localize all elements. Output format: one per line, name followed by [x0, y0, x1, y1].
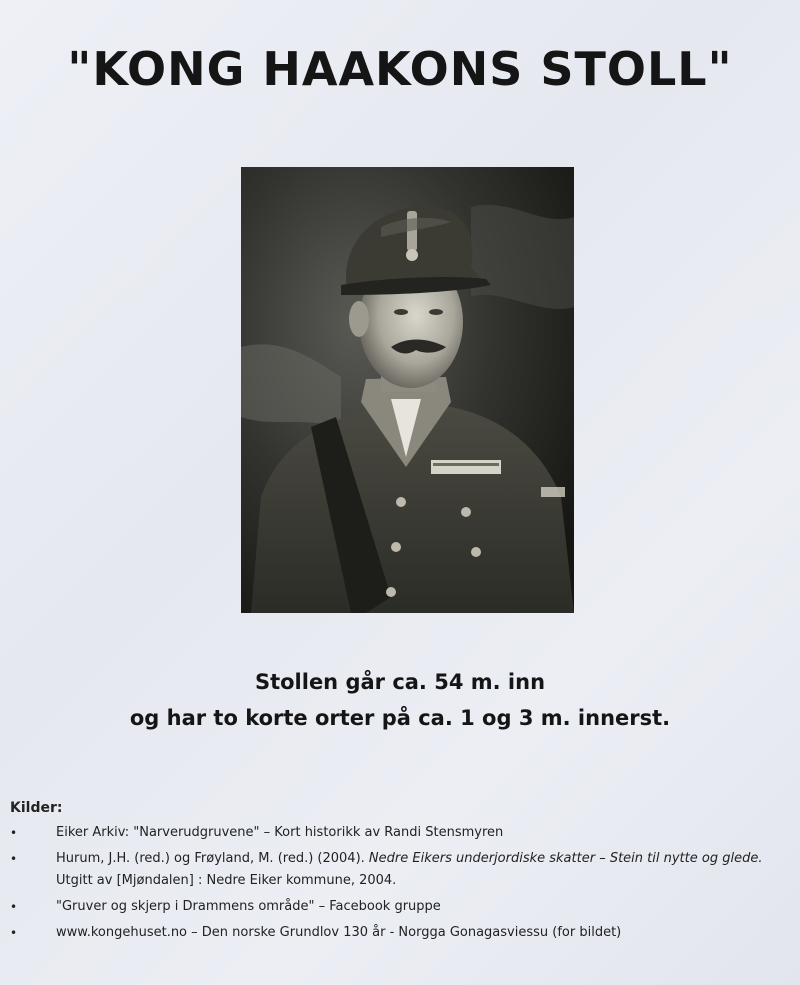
- source-text-after: Utgitt av [Mjøndalen] : Nedre Eiker kommune, 2004.: [56, 873, 397, 888]
- source-text-before: Hurum, J.H. (red.) og Frøyland, M. (red.) (2004).: [56, 851, 369, 866]
- source-item: [10, 922, 780, 944]
- source-item: [10, 896, 780, 918]
- source-text: "Gruver og skjerp i Drammens område" – Facebook gruppe: [56, 899, 441, 914]
- bullet: •: [10, 926, 18, 940]
- source-title-italic: Nedre Eikers underjordiske skatter – Stein til nytte og glede.: [368, 851, 763, 866]
- source-item: [10, 848, 780, 892]
- portrait-illustration: [241, 167, 574, 613]
- sources-heading: Kilder:: [10, 800, 63, 816]
- source-text: www.kongehuset.no – Den norske Grundlov 130 år - Norgga Gonagasviessu (for bildet): [56, 925, 622, 940]
- portrait-photo: [241, 167, 574, 613]
- bullet: •: [10, 852, 18, 866]
- page-title: "KONG HAAKONS STOLL": [67, 42, 733, 96]
- source-text: Eiker Arkiv: "Narverudgruvene" – Kort historikk av Randi Stensmyren: [56, 825, 504, 840]
- description-line-2: og har to korte orter på ca. 1 og 3 m. innerst.: [129, 706, 671, 730]
- bullet: •: [10, 900, 18, 914]
- bullet: •: [10, 826, 18, 840]
- sources-list: [10, 822, 780, 948]
- description-line-1: Stollen går ca. 54 m. inn: [254, 670, 546, 694]
- stoll-description: [0, 664, 800, 736]
- source-item: [10, 822, 780, 844]
